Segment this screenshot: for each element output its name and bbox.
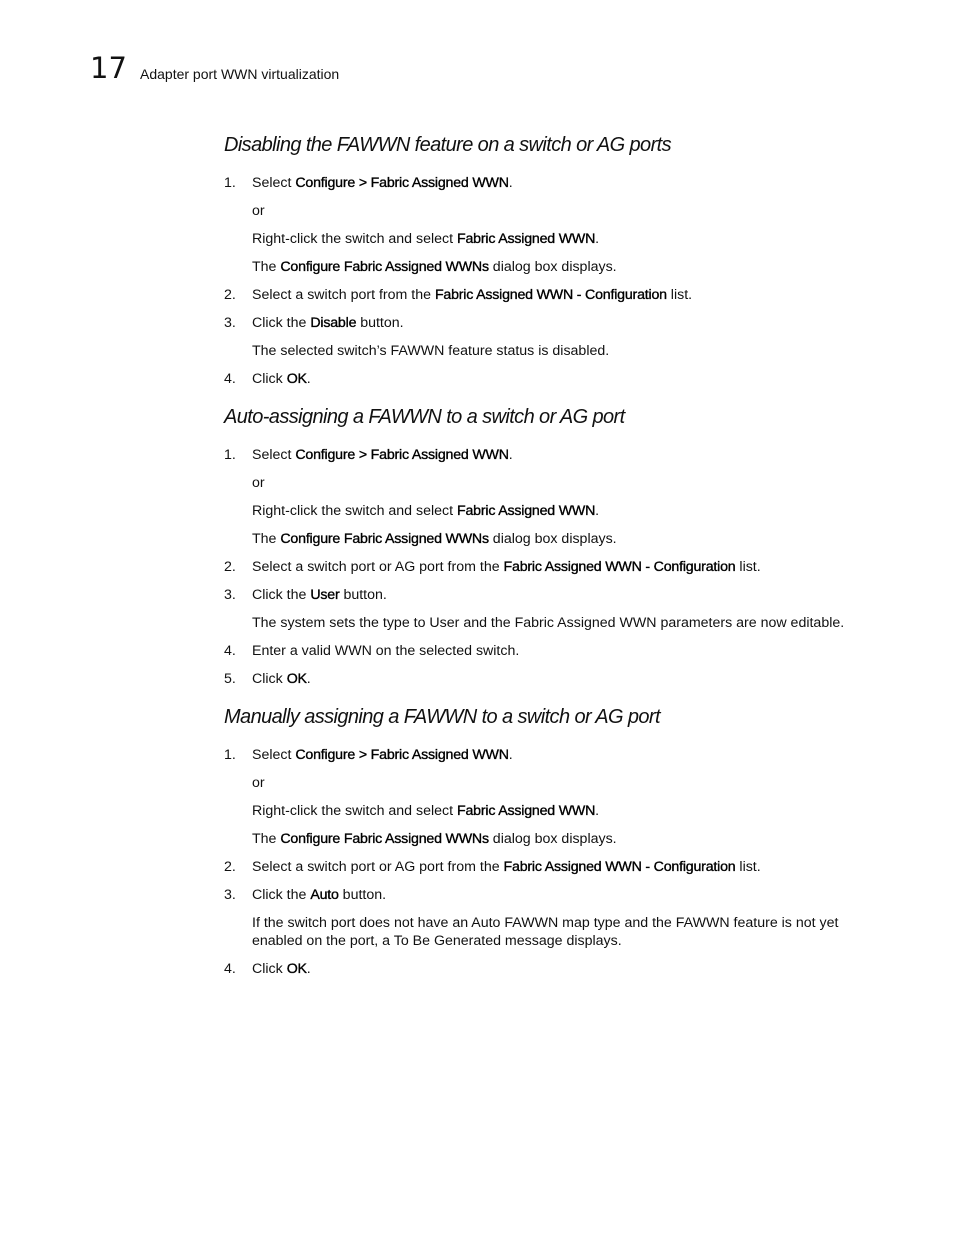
step-text: button. bbox=[338, 887, 387, 903]
dialog-note bbox=[224, 830, 874, 848]
dialog-name: Configure Fabric Assigned WWNs bbox=[280, 531, 489, 547]
section-title: Auto-assigning a FAWWN to a switch or AG port bbox=[224, 406, 625, 428]
step-number: 5. bbox=[224, 671, 236, 687]
dialog-name: Configure Fabric Assigned WWNs bbox=[280, 259, 489, 275]
step-number: 3. bbox=[224, 887, 236, 903]
step-text: list. bbox=[735, 859, 761, 875]
section-manually-assigning-fawwn bbox=[224, 702, 874, 978]
step-number: 1. bbox=[224, 747, 236, 763]
step-3 bbox=[224, 586, 874, 604]
menu-path: Configure > Fabric Assigned WWN bbox=[295, 175, 509, 191]
button-name: Disable bbox=[310, 315, 357, 331]
button-name: OK bbox=[286, 961, 307, 977]
step-5 bbox=[224, 670, 874, 688]
step-number: 1. bbox=[224, 175, 236, 191]
menu-path: Configure > Fabric Assigned WWN bbox=[295, 447, 509, 463]
note-text: dialog box displays. bbox=[488, 831, 617, 847]
step-number: 3. bbox=[224, 315, 236, 331]
step-1 bbox=[224, 746, 874, 764]
step-number: 2. bbox=[224, 287, 236, 303]
section-title: Disabling the FAWWN feature on a switch or AG ports bbox=[224, 134, 671, 156]
or-text: or bbox=[252, 475, 265, 491]
menu-item-name: Fabric Assigned WWN bbox=[457, 503, 596, 519]
menu-item-name: Fabric Assigned WWN bbox=[457, 803, 596, 819]
step-text: Click bbox=[252, 961, 287, 977]
punctuation: . bbox=[595, 803, 600, 819]
step-result-note: If the switch port does not have an Auto FAWWN map type and the FAWWN feature is not yet enabled on the port, a To Be Generated message displays. bbox=[252, 915, 839, 949]
step-number: 4. bbox=[224, 371, 236, 387]
punctuation: . bbox=[306, 671, 311, 687]
step-text: button. bbox=[356, 315, 404, 331]
instruction-text: Right-click the switch and select bbox=[252, 503, 458, 519]
menu-path: Configure > Fabric Assigned WWN bbox=[295, 747, 509, 763]
section-title: Manually assigning a FAWWN to a switch or AG port bbox=[224, 706, 660, 728]
instruction-text: Right-click the switch and select bbox=[252, 231, 458, 247]
dialog-name: Configure Fabric Assigned WWNs bbox=[280, 831, 489, 847]
right-click-instruction bbox=[224, 230, 874, 248]
step-4 bbox=[224, 370, 874, 388]
button-name: OK bbox=[286, 671, 307, 687]
dialog-note bbox=[224, 530, 874, 548]
note-text: dialog box displays. bbox=[488, 259, 617, 275]
step-text: list. bbox=[666, 287, 693, 303]
or-text: or bbox=[252, 775, 265, 791]
button-name: OK bbox=[286, 371, 307, 387]
step-1 bbox=[224, 174, 874, 192]
step-2 bbox=[224, 286, 874, 304]
running-header-title: Adapter port WWN virtualization bbox=[140, 66, 340, 82]
note-text: The bbox=[252, 531, 281, 547]
step-number: 2. bbox=[224, 859, 236, 875]
step-number: 4. bbox=[224, 961, 236, 977]
punctuation: . bbox=[306, 371, 311, 387]
step-text: Select a switch port or AG port from the bbox=[252, 559, 504, 575]
step-number: 2. bbox=[224, 559, 236, 575]
step-text: Click bbox=[252, 671, 287, 687]
step-number: 1. bbox=[224, 447, 236, 463]
step-text: button. bbox=[339, 587, 387, 603]
step-text: list. bbox=[735, 559, 761, 575]
menu-item-name: Fabric Assigned WWN bbox=[457, 231, 596, 247]
note-text: The bbox=[252, 259, 281, 275]
note-text: dialog box displays. bbox=[488, 531, 617, 547]
punctuation: . bbox=[508, 175, 513, 191]
step-text: Click the bbox=[252, 315, 311, 331]
page-body bbox=[224, 130, 874, 978]
or-text: or bbox=[252, 203, 265, 219]
step-text: Select a switch port from the bbox=[252, 287, 435, 303]
instruction-text: Right-click the switch and select bbox=[252, 803, 458, 819]
punctuation: . bbox=[508, 747, 513, 763]
punctuation: . bbox=[306, 961, 311, 977]
step-text: Enter a valid WWN on the selected switch. bbox=[252, 643, 520, 659]
list-name: Fabric Assigned WWN - Configuration bbox=[503, 859, 736, 875]
step-text: Select bbox=[252, 175, 296, 191]
step-2 bbox=[224, 558, 874, 576]
step-text: Click the bbox=[252, 887, 311, 903]
note-text: The bbox=[252, 831, 281, 847]
step-text: Click the bbox=[252, 587, 311, 603]
step-3 bbox=[224, 886, 874, 904]
right-click-instruction bbox=[224, 802, 874, 820]
step-1 bbox=[224, 446, 874, 464]
step-number: 3. bbox=[224, 587, 236, 603]
section-auto-assigning-fawwn bbox=[224, 402, 874, 688]
list-name: Fabric Assigned WWN - Configuration bbox=[503, 559, 736, 575]
dialog-note bbox=[224, 258, 874, 276]
step-4 bbox=[224, 960, 874, 978]
step-result-note: The system sets the type to User and the Fabric Assigned WWN parameters are now editable. bbox=[252, 615, 845, 631]
button-name: Auto bbox=[310, 887, 339, 903]
step-text: Select bbox=[252, 447, 296, 463]
button-name: User bbox=[310, 587, 340, 603]
step-2 bbox=[224, 858, 874, 876]
step-number: 4. bbox=[224, 643, 236, 659]
step-text: Select a switch port or AG port from the bbox=[252, 859, 504, 875]
punctuation: . bbox=[595, 231, 600, 247]
step-3 bbox=[224, 314, 874, 332]
list-name: Fabric Assigned WWN - Configuration bbox=[434, 287, 667, 303]
step-4 bbox=[224, 642, 874, 660]
step-text: Select bbox=[252, 747, 296, 763]
step-text: Click bbox=[252, 371, 287, 387]
punctuation: . bbox=[595, 503, 600, 519]
step-result-note: The selected switch’s FAWWN feature status is disabled. bbox=[252, 343, 610, 359]
chapter-number: 17 bbox=[90, 51, 127, 85]
section-disabling-fawwn bbox=[224, 130, 874, 388]
punctuation: . bbox=[508, 447, 513, 463]
right-click-instruction bbox=[224, 502, 874, 520]
